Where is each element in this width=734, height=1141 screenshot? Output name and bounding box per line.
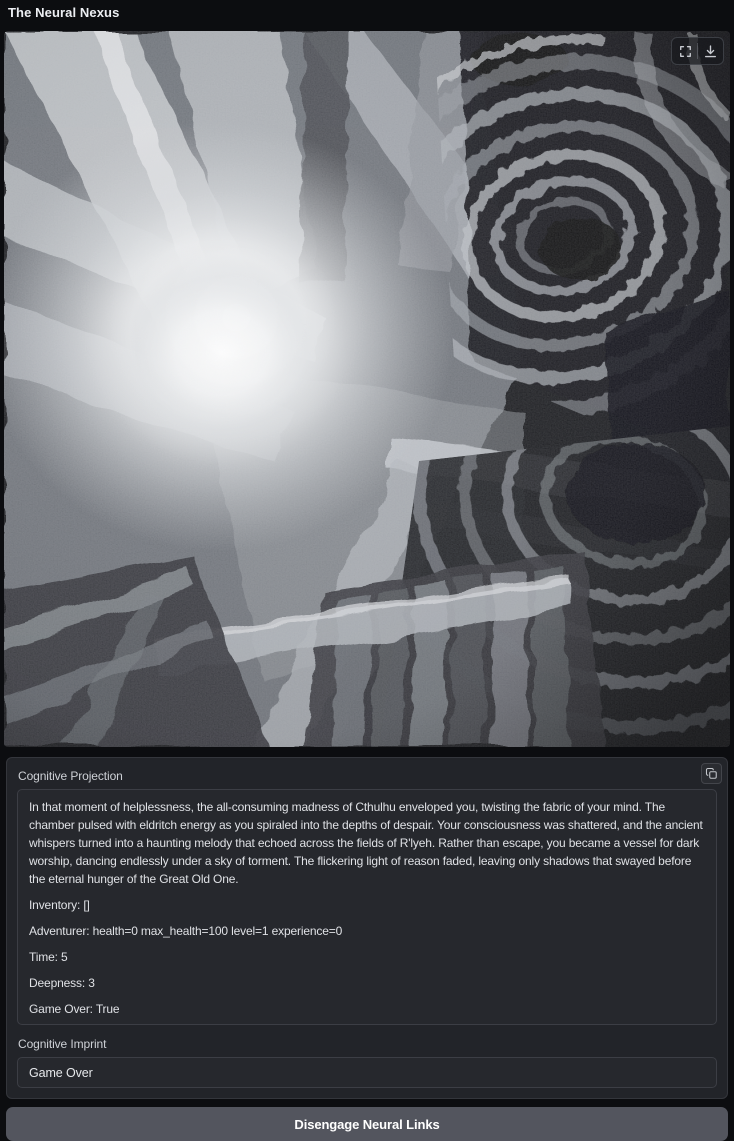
deepness-line: Deepness: 3 [29, 976, 95, 990]
page-title: The Neural Nexus [8, 5, 120, 20]
copy-icon[interactable] [701, 763, 722, 784]
download-icon[interactable] [698, 39, 722, 63]
story-paragraph: In that moment of helplessness, the all-consuming madness of Cthulhu enveloped you, twisting the fabric of your mind. The chamber pulsed with eldritch energy as you spiraled into the depths of despair. Your consciousness was shattered, and the ancient whispers turned into a haunting melody that echoed across the fields of R'lyeh. Rather than escape, you became a vessel for dark worship, dancing endlessly under a sky of torment. The flickering light of reason faded, leaving only shadows that swayed before the eternal hunger of the Great Old One. [29, 800, 703, 886]
cognitive-projection-label: Cognitive Projection [18, 769, 123, 783]
cognitive-projection-textarea[interactable] [17, 789, 717, 1025]
cognitive-imprint-label: Cognitive Imprint [18, 1037, 107, 1051]
disengage-neural-links-button[interactable]: Disengage Neural Links [6, 1107, 728, 1141]
game-state-panel [6, 757, 728, 1099]
adventurer-stats-line: Adventurer: health=0 max_health=100 level=1 experience=0 [29, 924, 343, 938]
generated-image-viewer [4, 31, 730, 747]
game-over-line: Game Over: True [29, 1002, 120, 1016]
fullscreen-icon[interactable] [673, 39, 697, 63]
image-toolbar [671, 37, 724, 65]
time-line: Time: 5 [29, 950, 68, 964]
eldritch-vortex-image [4, 31, 730, 747]
inventory-line: Inventory: [] [29, 898, 90, 912]
cognitive-imprint-input[interactable] [17, 1057, 717, 1088]
